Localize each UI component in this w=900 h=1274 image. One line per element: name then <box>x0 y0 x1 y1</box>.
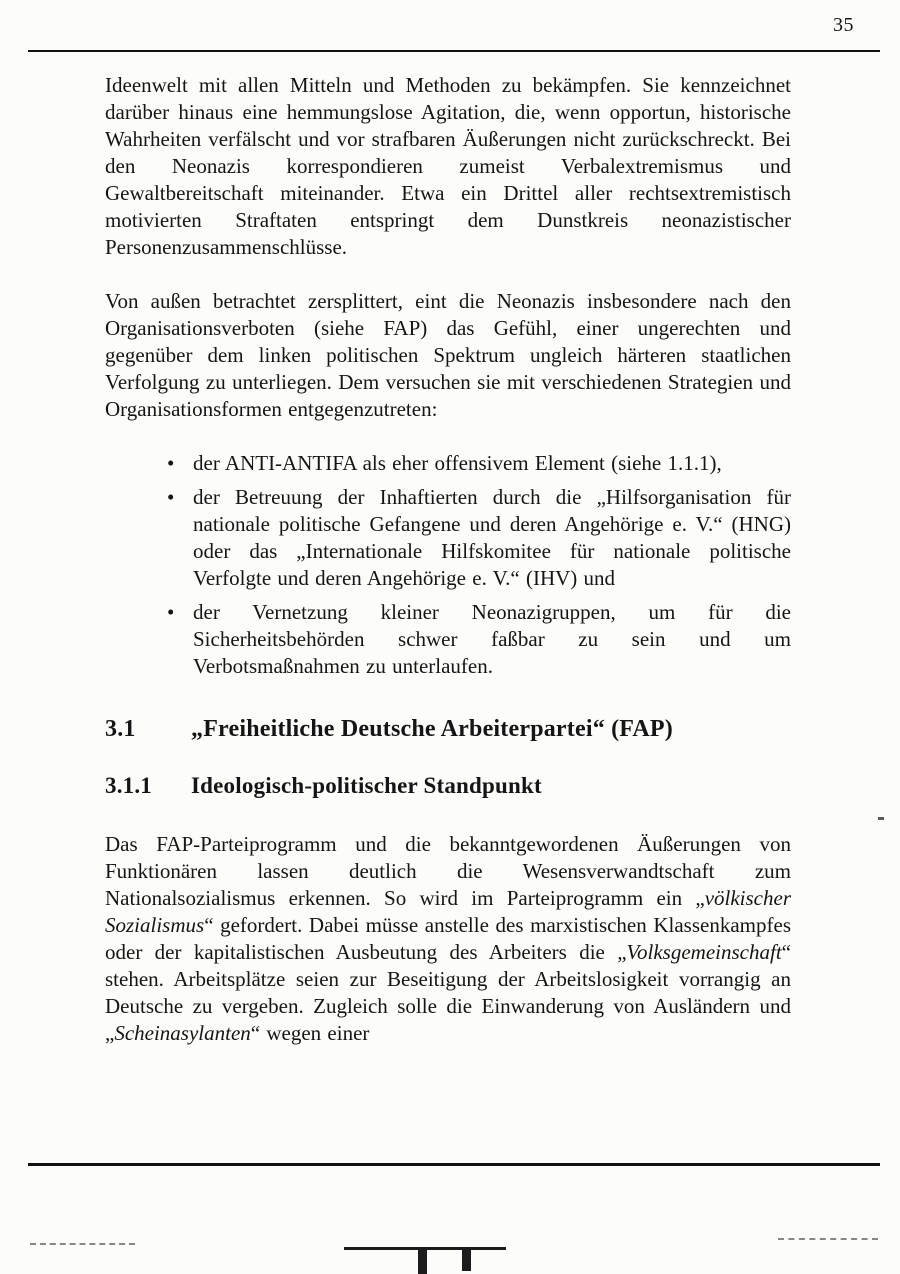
paragraph-italic: Volksgemeinschaft <box>626 940 782 964</box>
paragraph-text: “ gefordert. Dabei müsse anstelle des marxistischen Klassenkampfes oder der kapitalistischen Ausbeutung des Arbeiters die „ <box>105 913 791 964</box>
bullet-text: der ANTI-ANTIFA als eher offensivem Element (siehe 1.1.1), <box>193 451 722 475</box>
scan-artifact-left <box>30 1243 135 1245</box>
paragraph-text: “ stehen. Arbeitsplätze seien zur Beseitigung der Arbeitslosigkeit vorrangig an Deutsche zu vergeben. Zugleich solle die Einwanderung von Ausländern und „ <box>105 940 791 1045</box>
bullet-text: der Betreuung der Inhaftierten durch die „Hilfsorganisation für nationale politische Gefangene und deren Angehörige e. V.“ (HNG) oder das „Internationale Hilfskomitee für nationale politische Verfolgte und deren Angehörige e. V.“ (IHV) und <box>193 485 791 590</box>
bullet-item <box>105 450 791 477</box>
paragraph-text: “ wegen einer <box>250 1021 370 1045</box>
paragraph-1: Ideenwelt mit allen Mitteln und Methoden zu bekämpfen. Sie kennzeichnet darüber hinaus eine hemmungslose Agitation, die, wenn opportun, historische Wahrheiten verfälscht und vor strafbaren Äußerungen nicht zurückschreckt. Bei den Neonazis korrespondieren zumeist Verbalextremismus und Gewaltbereitschaft miteinander. Etwa ein Drittel aller rechtsextremistisch motivierten Straftaten entspringt dem Dunstkreis neonazistischer Personenzusammenschlüsse. <box>105 73 791 259</box>
section-title: Ideologisch-politischer Standpunkt <box>191 773 542 798</box>
section-heading-3-1-1 <box>105 773 791 799</box>
scan-artifact-center <box>344 1247 506 1274</box>
bullet-list <box>105 450 791 680</box>
text-block <box>105 72 791 1074</box>
bullet-marker: • <box>167 485 175 509</box>
section-heading-3-1 <box>105 716 791 743</box>
scan-speck <box>878 817 884 820</box>
paragraph-3 <box>105 831 791 1047</box>
bullet-item <box>105 599 791 680</box>
paragraph-italic: völkischer Sozialismus <box>105 886 791 937</box>
paragraph-text: Das FAP-Parteiprogramm und die bekanntgewordenen Äußerungen von Funktionären lassen deutlich die Wesensverwandtschaft zum Nationalsozialismus erkennen. So wird im Parteiprogramm ein „ <box>105 832 791 910</box>
scan-artifact-right <box>778 1238 878 1240</box>
scan-artifact-stroke <box>462 1250 471 1271</box>
section-number: 3.1.1 <box>105 773 152 798</box>
page-number: 35 <box>833 14 854 36</box>
section-title: „Freiheitliche Deutsche Arbeiterpartei“ (FAP) <box>191 716 673 742</box>
bullet-marker: • <box>167 451 175 475</box>
top-rule <box>28 50 880 52</box>
scan-artifact-stroke <box>418 1250 427 1274</box>
bullet-marker: • <box>167 600 175 624</box>
bottom-rule <box>28 1163 880 1166</box>
bullet-text: der Vernetzung kleiner Neonazigruppen, um für die Sicherheitsbehörden schwer faßbar zu sein und um Verbotsmaßnahmen zu unterlaufen. <box>193 600 791 678</box>
section-number: 3.1 <box>105 716 136 742</box>
paragraph-italic: Scheinasylanten <box>114 1021 251 1045</box>
bullet-item <box>105 484 791 592</box>
paragraph-2: Von außen betrachtet zersplittert, eint die Neonazis insbesondere nach den Organisationsverboten (siehe FAP) das Gefühl, einer ungerechten und gegenüber dem linken politischen Spektrum ungleich härteren staatlichen Verfolgung zu unterliegen. Dem versuchen sie mit verschiedenen Strategien und Organisationsformen entgegenzutreten: <box>105 289 791 421</box>
